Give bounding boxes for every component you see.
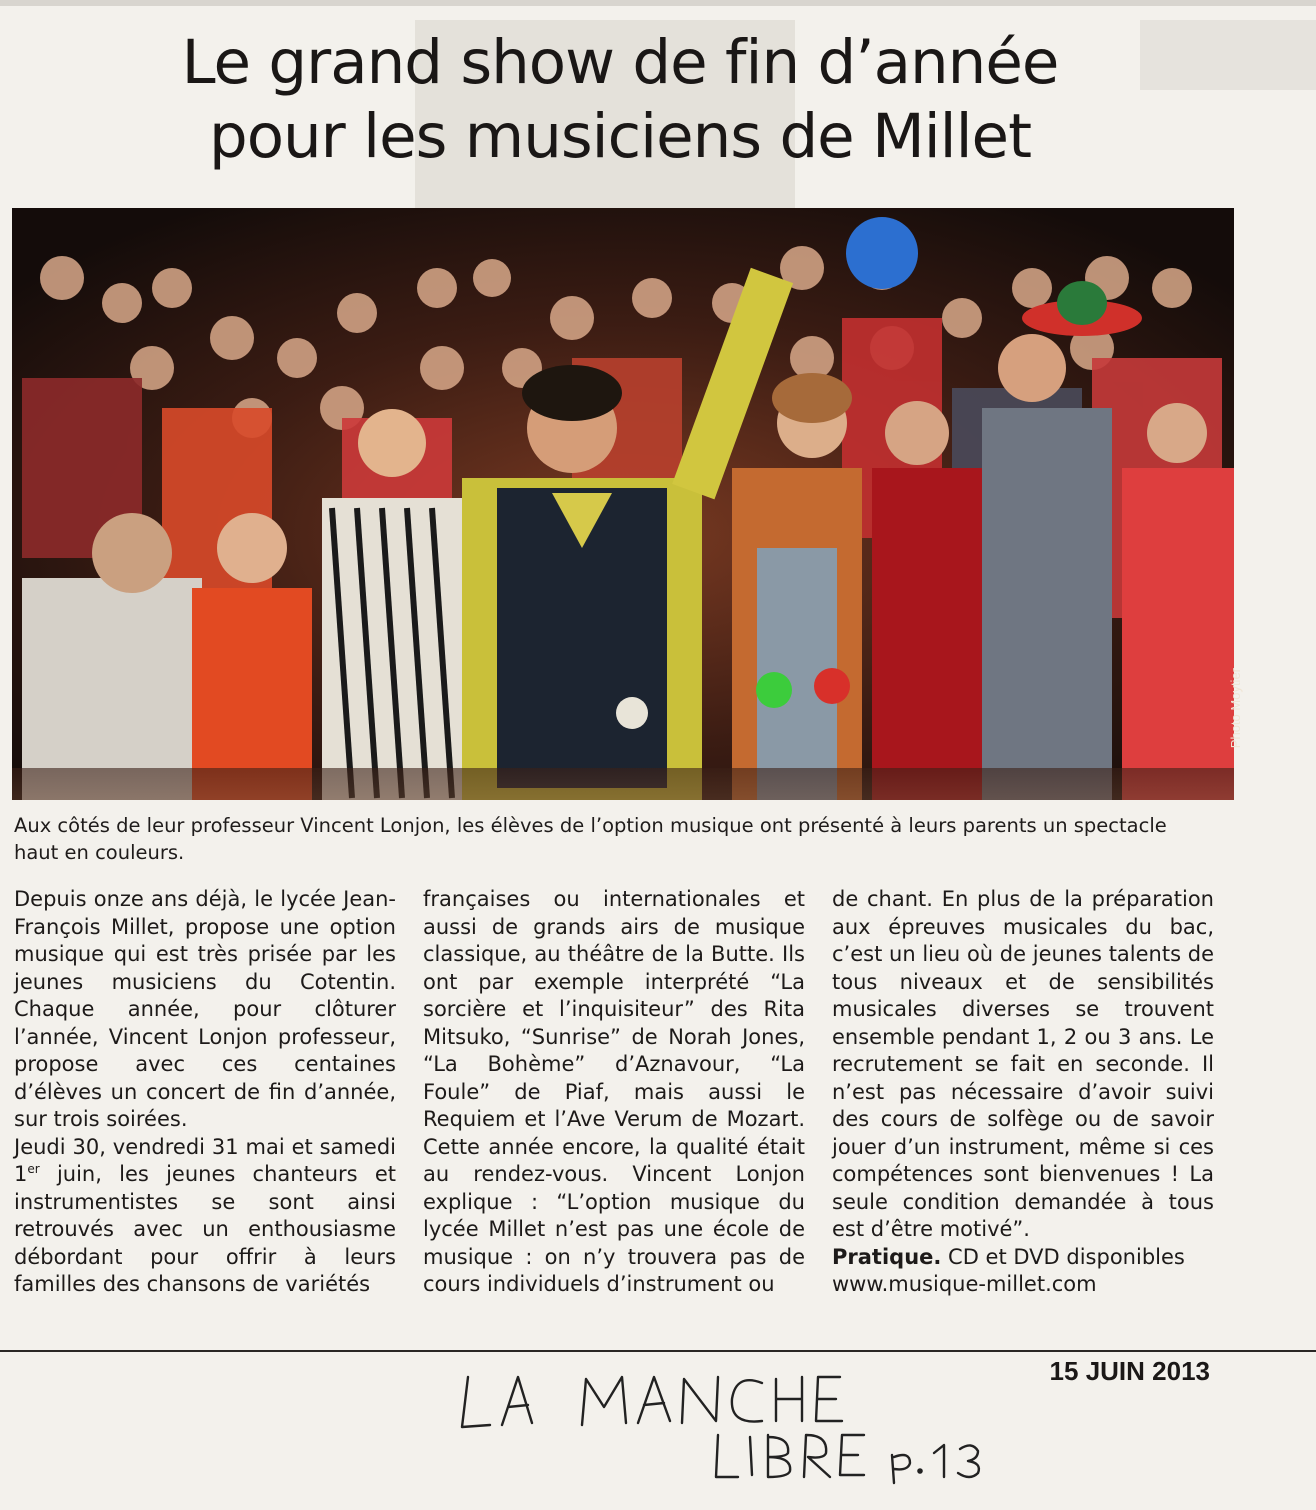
headline-line-1: Le grand show de fin d’année bbox=[181, 27, 1059, 98]
article-headline bbox=[70, 26, 1170, 174]
photo-caption: Aux côtés de leur professeur Vincent Lonjon, les élèves de l’option musique ont présenté à leurs parents un spectacle haut en couleurs. bbox=[14, 814, 1167, 864]
paragraph-intro: Depuis onze ans déjà, le lycée Jean-François Millet, propose une option musique qui est très prisée par les jeunes musiciens du Cotentin. Chaque année, pour clôturer l’année, Vincent Lonjon professeur, propose avec ces centaines d’élèves un concert de fin d’année, sur trois soirées. bbox=[14, 887, 396, 1131]
handwriting-drawing bbox=[440, 1365, 1000, 1485]
photo-credit: Photo Moytier bbox=[1228, 668, 1243, 749]
website-url: www.musique-millet.com bbox=[832, 1272, 1097, 1296]
footer-rule bbox=[0, 1350, 1316, 1352]
stage-crowd-photo bbox=[12, 208, 1234, 800]
headline-line-2: pour les musiciens de Millet bbox=[208, 101, 1032, 172]
page-edge bbox=[0, 0, 1316, 6]
article-column-1 bbox=[14, 886, 396, 1299]
handwritten-source-note bbox=[440, 1365, 1000, 1485]
publication-date: 15 JUIN 2013 bbox=[1049, 1356, 1210, 1386]
paragraph-dates: Jeudi 30, vendredi 31 mai et samedi 1er juin, les jeunes chanteurs et instrumentistes se sont ainsi retrouvés avec un enthousiasme débordant pour offrir à leurs familles des chansons de variétés bbox=[14, 1134, 396, 1296]
article-column-3 bbox=[832, 886, 1214, 1299]
paragraph-repertoire: françaises ou internationales et aussi de grands airs de musique classique, au théâtre de la Butte. Ils ont par exemple interprété “La sorcière et l’inquisiteur” des Rita Mitsuko, “Sunrise” de Norah Jones, “La Bohème” d’Aznavour, “La Foule” de Piaf, mais aussi le Requiem et l’Ave Verum de Mozart. Cette année encore, la qualité était au rendez-vous. Vincent Lonjon explique : “L’option musique du lycée Millet n’est pas une école de musique : on n’y trouvera pas de cours individuels d’instrument ou bbox=[423, 887, 805, 1296]
practical-info bbox=[832, 1244, 1214, 1299]
paragraph-quote: de chant. En plus de la préparation aux épreuves musicales du bac, c’est un lieu où de jeunes talents de tous niveaux et de sensibilités musicales diverses se trouvent ensemble pendant 1, 2 ou 3 ans. Le recrutement se fait en seconde. Il n’est pas nécessaire d’avoir suivi des cours de solfège ou de savoir jouer d’un instrument, même si ces compétences sont bienvenues ! La seule condition demandée à tous est d’être motivé”. bbox=[832, 887, 1214, 1241]
article-photo bbox=[12, 208, 1243, 800]
practical-text: CD et DVD disponibles bbox=[941, 1244, 1185, 1269]
practical-label: Pratique. bbox=[832, 1244, 942, 1269]
article-column-2 bbox=[423, 886, 805, 1299]
